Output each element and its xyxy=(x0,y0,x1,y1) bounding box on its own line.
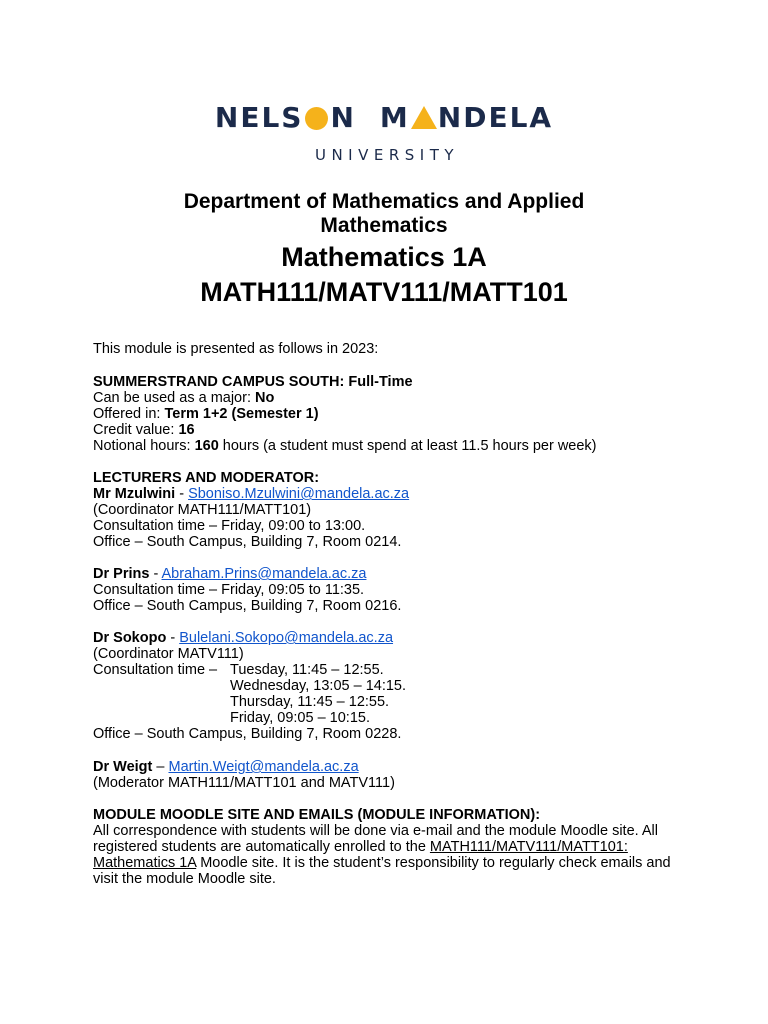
moodle-paragraph: All correspondence with students will be done via e-mail and the module Moodle site. All registered students are automatically enrolled to the MATH111/MATV111/MATT101: Mathematics 1A Moodle site. It is the student’s responsibility to regularly check emails and visit the module Moodle site. xyxy=(93,823,671,887)
notional-line: Notional hours: 160 hours (a student must spend at least 11.5 hours per week) xyxy=(93,438,597,454)
lecturers-heading: LECTURERS AND MODERATOR: xyxy=(93,470,320,486)
course-code: MATH111/MATV111/MATT101 xyxy=(200,277,568,307)
intro-line: This module is presented as follows in 2023: xyxy=(93,341,379,357)
intro-text xyxy=(93,341,693,357)
campus-heading: SUMMERSTRAND CAMPUS SOUTH: Full-Time xyxy=(93,374,413,390)
slot-item: Friday, 09:05 – 10:15. xyxy=(230,710,370,726)
logo-text-n: N xyxy=(330,101,356,134)
campus-section xyxy=(93,374,693,454)
logo-text-m: M xyxy=(379,101,410,134)
email-link[interactable]: Bulelani.Sokopo@mandela.ac.za xyxy=(179,630,394,646)
slot-item: Tuesday, 11:45 – 12:55. xyxy=(230,662,384,678)
moodle-course-link[interactable]: MATH111/MATV111/MATT101: Mathematics 1A xyxy=(93,839,628,871)
lecturer-mzulwini: Mr Mzulwini - Sboniso.Mzulwini@mandela.ac.za (Coordinator MATH111/MATT101) Consultation time – Friday, 09:00 to 13:00. Office – South Campus, Building 7, Room 0214. xyxy=(93,486,410,550)
moderator-weigt: Dr Weigt – Martin.Weigt@mandela.ac.za (Moderator MATH111/MATT101 and MATV111) xyxy=(93,759,395,791)
moodle-heading: MODULE MOODLE SITE AND EMAILS (MODULE INFORMATION): xyxy=(93,807,541,823)
consultation-slots: Consultation time – Tuesday, 11:45 – 12:55. Wednesday, 13:05 – 14:15. Thursday, 11:45 – 12:55. Friday, 09:05 – 10:15. xyxy=(93,662,407,726)
slot-item: Wednesday, 13:05 – 14:15. xyxy=(230,678,407,694)
triangle-icon xyxy=(411,106,437,129)
major-line: Can be used as a major: No xyxy=(93,390,275,406)
course-title: Mathematics 1A xyxy=(281,242,487,272)
department-heading: Department of Mathematics and Applied Mathematics xyxy=(183,190,585,237)
offered-line: Offered in: Term 1+2 (Semester 1) xyxy=(93,406,319,422)
university-logo xyxy=(0,100,768,166)
slot-item: Thursday, 11:45 – 12:55. xyxy=(230,694,390,710)
lecturer-prins: Dr Prins - Abraham.Prins@mandela.ac.za Consultation time – Friday, 09:05 to 11:35. Office – South Campus, Building 7, Room 0216. xyxy=(93,566,402,614)
email-link[interactable]: Martin.Weigt@mandela.ac.za xyxy=(168,759,359,775)
moodle-section xyxy=(93,807,683,887)
sun-icon xyxy=(305,107,328,130)
credit-line: Credit value: 16 xyxy=(93,422,195,438)
lecturer-sokopo: Dr Sokopo - Bulelani.Sokopo@mandela.ac.za (Coordinator MATV111) Consultation time – Tuesday, 11:45 – 12:55. Wednesday, 13:05 – 14:15. Thursday, 11:45 – 12:55. Friday, 09:05 – 10:15. Office – South Campus, Building 7, Room 0228. xyxy=(93,630,693,742)
email-link[interactable]: Abraham.Prins@mandela.ac.za xyxy=(161,566,367,582)
lecturers-section xyxy=(93,470,693,550)
email-link[interactable]: Sboniso.Mzulwini@mandela.ac.za xyxy=(188,486,410,502)
logo-text-ndela: NDELA xyxy=(437,101,554,134)
logo-wordmark xyxy=(215,100,553,136)
logo-text-nels: NELS xyxy=(214,101,304,134)
logo-university: UNIVERSITY xyxy=(314,146,460,164)
